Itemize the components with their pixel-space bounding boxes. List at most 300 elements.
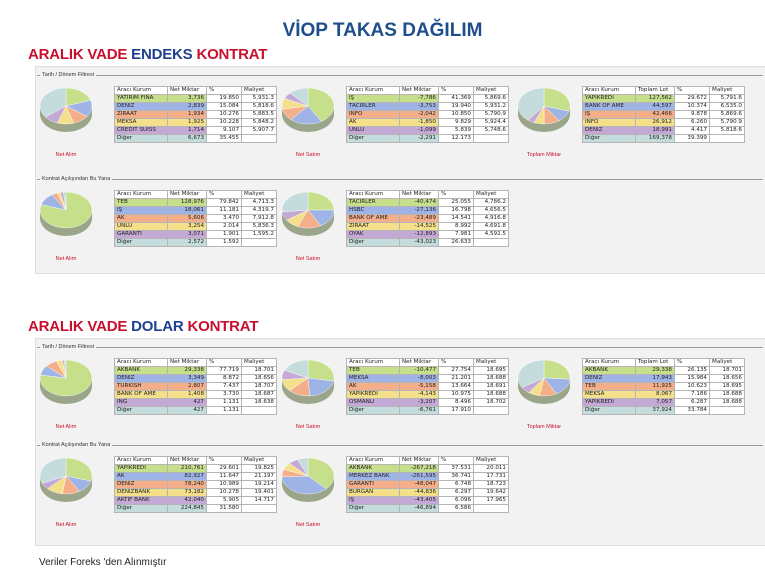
column-header: Net Miktar <box>400 359 439 367</box>
cell-value: 17,943 <box>636 375 675 383</box>
column-header: Maliyet <box>474 359 509 367</box>
cell-value: 21.197 <box>242 473 277 481</box>
cell-value <box>242 407 277 415</box>
pie-chart-wrapper <box>280 190 336 238</box>
broker-name: Diğer <box>347 407 400 415</box>
cell-value: 29.672 <box>675 95 710 103</box>
column-header: Net Miktar <box>168 359 207 367</box>
cell-value: 1.131 <box>207 399 242 407</box>
column-header: Aracı Kurum <box>115 87 168 95</box>
group-label: Tarih / Dönem Filtresi <box>42 72 94 78</box>
pie-slice <box>282 192 308 212</box>
table-row <box>583 135 745 143</box>
cell-value: 3,349 <box>168 375 207 383</box>
broker-name: ÜNLÜ <box>347 127 400 135</box>
pie-caption: Net Satım <box>295 152 321 158</box>
section-title <box>28 318 258 335</box>
pie-chart <box>38 358 94 406</box>
table-row <box>347 399 509 407</box>
broker-name: Diğer <box>115 505 168 513</box>
table-row <box>115 367 277 375</box>
cell-value: 18.707 <box>242 383 277 391</box>
column-header: Toplam Lot <box>636 87 675 95</box>
broker-name: MEKSA <box>115 119 168 127</box>
cell-value <box>242 135 277 143</box>
cell-value: 39.399 <box>675 135 710 143</box>
pie-chart-wrapper <box>280 358 336 406</box>
column-header: Net Miktar <box>168 87 207 95</box>
broker-name: Diğer <box>583 407 636 415</box>
table-header-row <box>115 87 277 95</box>
broker-name: TEB <box>115 199 168 207</box>
cell-value: 26.633 <box>439 239 474 247</box>
cell-value: -10,477 <box>400 367 439 375</box>
cell-value: 3,254 <box>168 223 207 231</box>
pie-chart-wrapper <box>516 358 572 406</box>
broker-name: AK <box>115 473 168 481</box>
cell-value: 13.664 <box>439 383 474 391</box>
broker-name: İŞ <box>347 95 400 103</box>
broker-name: YATIRIM FİNA <box>115 95 168 103</box>
cell-value: 18.688 <box>474 391 509 399</box>
cell-value: -43,023 <box>400 239 439 247</box>
cell-value: 4,786.2 <box>474 199 509 207</box>
pie-chart-wrapper <box>38 358 94 406</box>
table-row <box>347 505 509 513</box>
cell-value: 41.369 <box>439 95 474 103</box>
cell-value: 169,378 <box>636 135 675 143</box>
broker-name: ZİRAAT <box>347 223 400 231</box>
broker-name: İNG <box>115 399 168 407</box>
column-header: Maliyet <box>242 191 277 199</box>
pie-chart <box>280 86 336 134</box>
pie-caption: Toplam Miktar <box>526 424 562 430</box>
column-header: % <box>439 191 474 199</box>
broker-name: DENİZ <box>115 103 168 111</box>
column-header: Aracı Kurum <box>115 359 168 367</box>
table-header-row <box>347 457 509 465</box>
column-header: Aracı Kurum <box>347 359 400 367</box>
cell-value: 19.825 <box>242 465 277 473</box>
table-row <box>347 489 509 497</box>
cell-value: -40,474 <box>400 199 439 207</box>
cell-value: -48,047 <box>400 481 439 489</box>
pie-caption: Net Alım <box>55 152 77 158</box>
broker-name: Diğer <box>115 407 168 415</box>
section-title-part: KONTRAT <box>192 46 268 63</box>
cell-value: 14.541 <box>439 215 474 223</box>
table-row <box>115 111 277 119</box>
cell-value: 1,408 <box>168 391 207 399</box>
cell-value: 127,562 <box>636 95 675 103</box>
table-row <box>583 383 745 391</box>
cell-value: 29,338 <box>168 367 207 375</box>
broker-name: OSMANLI <box>347 399 400 407</box>
pie-chart-wrapper <box>280 456 336 504</box>
cell-value: 1,595.2 <box>242 231 277 239</box>
broker-name: DENİZ <box>583 375 636 383</box>
pie-chart-wrapper <box>38 86 94 134</box>
column-header: Net Miktar <box>400 457 439 465</box>
group-divider <box>37 347 763 348</box>
broker-table <box>346 190 509 247</box>
cell-value: 5,907.7 <box>242 127 277 135</box>
table-row <box>347 135 509 143</box>
cell-value: 12.173 <box>439 135 474 143</box>
page-title: VİOP TAKAS DAĞILIM <box>282 20 483 41</box>
group-divider <box>37 179 763 180</box>
cell-value: 33.784 <box>675 407 710 415</box>
cell-value: 1.592 <box>207 239 242 247</box>
cell-value: 5,791.6 <box>710 95 745 103</box>
cell-value: 15.984 <box>675 375 710 383</box>
cell-value: 8.992 <box>439 223 474 231</box>
cell-value: 9.878 <box>675 111 710 119</box>
group-label: Kontrat Açılışından Bu Yana <box>42 442 111 448</box>
broker-name: AKBANK <box>583 367 636 375</box>
cell-value: 1,925 <box>168 119 207 127</box>
broker-table <box>346 358 509 415</box>
cell-value: 2,807 <box>168 383 207 391</box>
table-row <box>115 223 277 231</box>
cell-value: 8.496 <box>439 399 474 407</box>
broker-name: DENİZ <box>115 375 168 383</box>
column-header: Net Miktar <box>168 191 207 199</box>
broker-name: GARANTİ <box>115 231 168 239</box>
cell-value: 4,713.3 <box>242 199 277 207</box>
group-label: Tarih / Dönem Filtresi <box>42 344 94 350</box>
cell-value: 29.601 <box>207 465 242 473</box>
table-row <box>583 367 745 375</box>
cell-value: -1,099 <box>400 127 439 135</box>
cell-value: 10.374 <box>675 103 710 111</box>
cell-value: 79.842 <box>207 199 242 207</box>
broker-table <box>582 358 745 415</box>
cell-value <box>710 135 745 143</box>
table-row <box>115 407 277 415</box>
table-row <box>115 481 277 489</box>
cell-value: 26,912 <box>636 119 675 127</box>
cell-value: 18.702 <box>474 399 509 407</box>
table-row <box>583 111 745 119</box>
cell-value <box>474 407 509 415</box>
pie-slice <box>308 192 334 210</box>
cell-value: 42,466 <box>636 111 675 119</box>
cell-value: 82,927 <box>168 473 207 481</box>
table-row <box>347 239 509 247</box>
cell-value: 18.688 <box>474 375 509 383</box>
cell-value: 5,869.6 <box>474 95 509 103</box>
table-header-row <box>583 359 745 367</box>
cell-value: 10.623 <box>675 383 710 391</box>
cell-value: -3,753 <box>400 103 439 111</box>
cell-value: 17.731 <box>474 473 509 481</box>
broker-name: AKBANK <box>347 465 400 473</box>
cell-value: 21.201 <box>439 375 474 383</box>
pie-caption: Net Satım <box>295 256 321 262</box>
pie-chart <box>280 190 336 238</box>
table-row <box>347 465 509 473</box>
table-row <box>115 199 277 207</box>
broker-name: AKBANK <box>115 367 168 375</box>
cell-value: -2,291 <box>400 135 439 143</box>
table-row <box>347 95 509 103</box>
cell-value: 18.701 <box>710 367 745 375</box>
cell-value: 4.417 <box>675 127 710 135</box>
table-row <box>347 199 509 207</box>
group-divider <box>37 445 763 446</box>
cell-value: 5,869.6 <box>710 111 745 119</box>
cell-value: 5,748.6 <box>474 127 509 135</box>
cell-value: -2,042 <box>400 111 439 119</box>
pie-chart <box>516 86 572 134</box>
cell-value: 25.055 <box>439 199 474 207</box>
table-row <box>115 375 277 383</box>
table-row <box>115 399 277 407</box>
cell-value: -46,894 <box>400 505 439 513</box>
cell-value: 5,883.5 <box>242 111 277 119</box>
cell-value: 5.839 <box>439 127 474 135</box>
cell-value: 2,572 <box>168 239 207 247</box>
table-header-row <box>347 87 509 95</box>
table-row <box>347 207 509 215</box>
cell-value: 78,240 <box>168 481 207 489</box>
column-header: % <box>439 457 474 465</box>
cell-value: 4,656.5 <box>474 207 509 215</box>
pie-caption: Net Alım <box>55 522 77 528</box>
cell-value: 6.748 <box>439 481 474 489</box>
broker-name: İŞ <box>115 207 168 215</box>
broker-table <box>114 190 277 247</box>
cell-value: 5,818.6 <box>242 103 277 111</box>
cell-value: 37.531 <box>439 465 474 473</box>
broker-name: AK <box>115 215 168 223</box>
column-header: % <box>207 87 242 95</box>
pie-caption: Net Satım <box>295 522 321 528</box>
table-row <box>347 383 509 391</box>
column-header: Maliyet <box>474 87 509 95</box>
cell-value: 7,912.8 <box>242 215 277 223</box>
pie-caption: Toplam Miktar <box>526 152 562 158</box>
table-row <box>347 391 509 399</box>
cell-value: 10.276 <box>207 111 242 119</box>
cell-value: 3,736 <box>168 95 207 103</box>
table-row <box>115 231 277 239</box>
table-row <box>347 473 509 481</box>
broker-table <box>114 358 277 415</box>
broker-name: İŞ <box>583 111 636 119</box>
cell-value: 18,991 <box>636 127 675 135</box>
column-header: Net Miktar <box>400 191 439 199</box>
section-title <box>28 46 267 63</box>
column-header: % <box>439 87 474 95</box>
cell-value: 6.287 <box>675 399 710 407</box>
table-header-row <box>115 457 277 465</box>
table-header-row <box>583 87 745 95</box>
table-row <box>347 215 509 223</box>
cell-value: 7.437 <box>207 383 242 391</box>
cell-value: 18.695 <box>474 367 509 375</box>
section-title-part: KONTRAT <box>183 318 259 335</box>
source-note: Veriler Foreks 'den Alınmıştır <box>39 557 167 568</box>
column-header: % <box>439 359 474 367</box>
table-row <box>115 505 277 513</box>
cell-value: 19.940 <box>439 103 474 111</box>
broker-table <box>114 456 277 513</box>
cell-value: 7.981 <box>439 231 474 239</box>
cell-value: 18.656 <box>710 375 745 383</box>
table-row <box>583 103 745 111</box>
broker-name: Diğer <box>583 135 636 143</box>
cell-value: 5,818.6 <box>710 127 745 135</box>
pie-chart <box>38 86 94 134</box>
cell-value <box>474 135 509 143</box>
column-header: % <box>207 191 242 199</box>
cell-value: 11.181 <box>207 207 242 215</box>
broker-name: BURGAN <box>347 489 400 497</box>
cell-value <box>242 505 277 513</box>
pie-caption: Net Alım <box>55 424 77 430</box>
cell-value: 6.260 <box>675 119 710 127</box>
table-row <box>115 119 277 127</box>
cell-value: -27,136 <box>400 207 439 215</box>
broker-name: TEB <box>347 367 400 375</box>
broker-name: CREDIT SUISS <box>115 127 168 135</box>
cell-value: 1,934 <box>168 111 207 119</box>
table-row <box>583 119 745 127</box>
cell-value: 427 <box>168 399 207 407</box>
cell-value: 7,057 <box>636 399 675 407</box>
pie-chart-wrapper <box>38 456 94 504</box>
table-row <box>115 489 277 497</box>
broker-table <box>346 456 509 513</box>
pie-slice <box>308 360 334 381</box>
cell-value: 18.723 <box>474 481 509 489</box>
table-row <box>347 375 509 383</box>
broker-name: MERKEZ BANK <box>347 473 400 481</box>
cell-value: 6,673 <box>168 135 207 143</box>
table-row <box>347 407 509 415</box>
column-header: Aracı Kurum <box>347 457 400 465</box>
broker-name: Diğer <box>115 135 168 143</box>
table-row <box>347 111 509 119</box>
cell-value: 8.872 <box>207 375 242 383</box>
table-header-row <box>347 359 509 367</box>
broker-name: AK <box>347 119 400 127</box>
pie-chart-wrapper <box>280 86 336 134</box>
table-row <box>115 127 277 135</box>
cell-value: 73,182 <box>168 489 207 497</box>
broker-name: YAPIKREDİ <box>583 399 636 407</box>
cell-value: 18,061 <box>168 207 207 215</box>
section-title-part: ARALIK VADE <box>28 46 132 63</box>
cell-value: 42,040 <box>168 497 207 505</box>
cell-value: 29,338 <box>636 367 675 375</box>
cell-value: 9.107 <box>207 127 242 135</box>
broker-name: HSBC <box>347 207 400 215</box>
cell-value: -12,893 <box>400 231 439 239</box>
cell-value: 210,761 <box>168 465 207 473</box>
broker-name: Diğer <box>347 239 400 247</box>
cell-value: 44,597 <box>636 103 675 111</box>
cell-value: 128,976 <box>168 199 207 207</box>
cell-value: 10.278 <box>207 489 242 497</box>
table-row <box>115 383 277 391</box>
broker-table <box>582 86 745 143</box>
column-header: Maliyet <box>710 359 745 367</box>
cell-value: 2,839 <box>168 103 207 111</box>
cell-value: 35.455 <box>207 135 242 143</box>
cell-value: 10.228 <box>207 119 242 127</box>
cell-value <box>710 407 745 415</box>
pie-chart <box>516 358 572 406</box>
cell-value: 3.730 <box>207 391 242 399</box>
table-row <box>115 135 277 143</box>
column-header: Aracı Kurum <box>583 359 636 367</box>
table-row <box>583 399 745 407</box>
column-header: % <box>675 87 710 95</box>
cell-value: 19.850 <box>207 95 242 103</box>
broker-name: YAPIKREDİ <box>583 95 636 103</box>
pie-chart <box>38 190 94 238</box>
pie-chart-wrapper <box>38 190 94 238</box>
table-row <box>115 473 277 481</box>
cell-value: -3,207 <box>400 399 439 407</box>
cell-value: 18.638 <box>242 399 277 407</box>
cell-value: 10.850 <box>439 111 474 119</box>
cell-value: -8,003 <box>400 375 439 383</box>
section-title-part: ARALIK VADE <box>28 318 132 335</box>
broker-name: MEKSA <box>583 391 636 399</box>
cell-value: 4,916.8 <box>474 215 509 223</box>
broker-name: İŞ <box>347 497 400 505</box>
column-header: Maliyet <box>242 87 277 95</box>
table-header-row <box>115 191 277 199</box>
cell-value: 14.717 <box>242 497 277 505</box>
table-row <box>583 375 745 383</box>
pie-chart <box>38 456 94 504</box>
cell-value: 10.989 <box>207 481 242 489</box>
cell-value: 18.687 <box>242 391 277 399</box>
cell-value: 26.135 <box>675 367 710 375</box>
table-row <box>115 465 277 473</box>
group-label: Kontrat Açılışından Bu Yana <box>42 176 111 182</box>
cell-value: 1.131 <box>207 407 242 415</box>
cell-value: 17.965 <box>474 497 509 505</box>
cell-value: 6.297 <box>439 489 474 497</box>
cell-value <box>242 239 277 247</box>
broker-name: BANK OF AME <box>115 391 168 399</box>
cell-value: 5,836.3 <box>242 223 277 231</box>
table-row <box>347 497 509 505</box>
cell-value: 19.642 <box>474 489 509 497</box>
cell-value: 5,848.2 <box>242 119 277 127</box>
cell-value: 77.719 <box>207 367 242 375</box>
cell-value: 18.688 <box>710 391 745 399</box>
cell-value: 18.656 <box>242 375 277 383</box>
column-header: Aracı Kurum <box>583 87 636 95</box>
cell-value: 4,319.7 <box>242 207 277 215</box>
cell-value: 18.688 <box>710 399 745 407</box>
column-header: Maliyet <box>474 457 509 465</box>
broker-name: DENİZBANK <box>115 489 168 497</box>
cell-value: 6.586 <box>439 505 474 513</box>
cell-value: -1,850 <box>400 119 439 127</box>
column-header: Aracı Kurum <box>347 191 400 199</box>
cell-value: 37,924 <box>636 407 675 415</box>
pie-caption: Net Alım <box>55 256 77 262</box>
cell-value: -261,595 <box>400 473 439 481</box>
